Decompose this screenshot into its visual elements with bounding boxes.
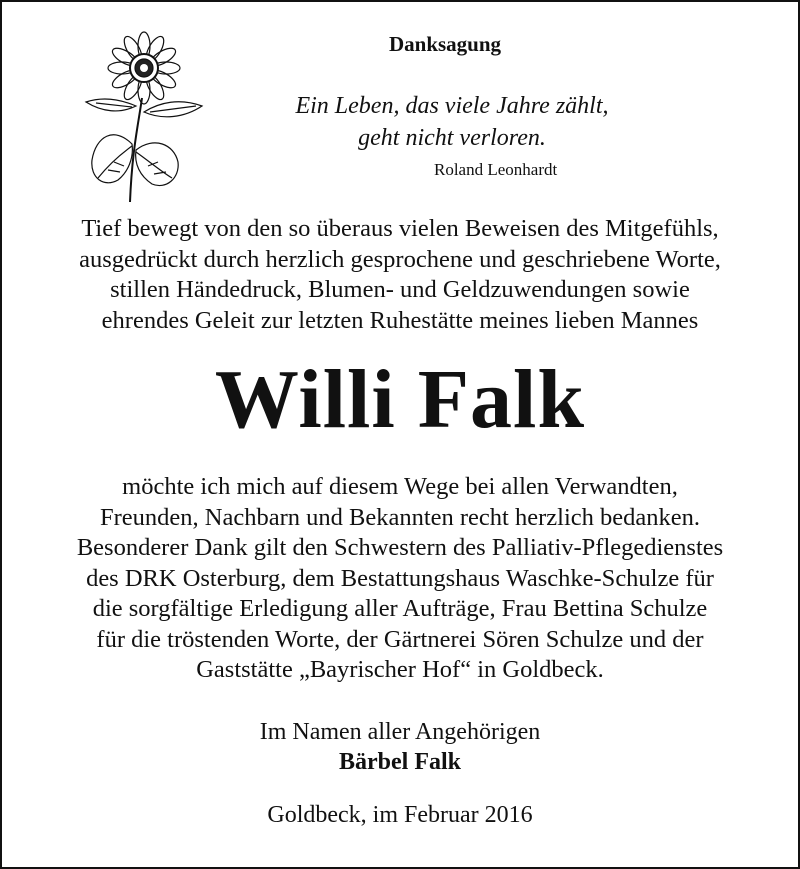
text-line: für die tröstenden Worte, der Gärtnerei Sören Schulze und der bbox=[96, 625, 704, 653]
quote-line: geht nicht verloren. bbox=[358, 125, 546, 151]
deceased-name: Willi Falk bbox=[214, 353, 586, 446]
text-line: des DRK Osterburg, dem Bestattungshaus Waschke-Schulze für bbox=[86, 564, 714, 592]
heading: Danksagung bbox=[388, 32, 502, 56]
closing-line: Im Namen aller Angehörigen bbox=[259, 719, 541, 745]
dateline: Goldbeck, im Februar 2016 bbox=[267, 802, 533, 828]
text-line: die sorgfältige Erledigung aller Aufträge, Frau Bettina Schulze bbox=[92, 595, 708, 622]
text-line: ehrendes Geleit zur letzten Ruhestätte meines lieben Mannes bbox=[101, 306, 699, 334]
signer-name: Bärbel Falk bbox=[338, 749, 461, 775]
text-line: stillen Händedruck, Blumen- und Geldzuwendungen sowie bbox=[110, 276, 690, 303]
intro-paragraph bbox=[22, 214, 778, 336]
text-line: möchte ich mich auf diesem Wege bei allen Verwandten, bbox=[122, 473, 678, 500]
text-line: Besonderer Dank gilt den Schwestern des Palliativ-Pflegedienstes bbox=[76, 534, 724, 561]
closing bbox=[2, 717, 798, 777]
quote-line: Ein Leben, das viele Jahre zählt, bbox=[295, 93, 609, 119]
thanks-paragraph bbox=[22, 472, 778, 686]
quote-author: Roland Leonhardt bbox=[434, 160, 558, 179]
text-line: Freunden, Nachbarn und Bekannten recht herzlich bedanken. bbox=[99, 503, 700, 531]
text-line: Tief bewegt von den so überaus vielen Beweisen des Mitgefühls, bbox=[81, 215, 719, 242]
text-line: ausgedrückt durch herzlich gesprochene und geschriebene Worte, bbox=[79, 245, 721, 273]
quote bbox=[242, 90, 662, 154]
text-line: Gaststätte „Bayrischer Hof“ in Goldbeck. bbox=[196, 656, 604, 683]
